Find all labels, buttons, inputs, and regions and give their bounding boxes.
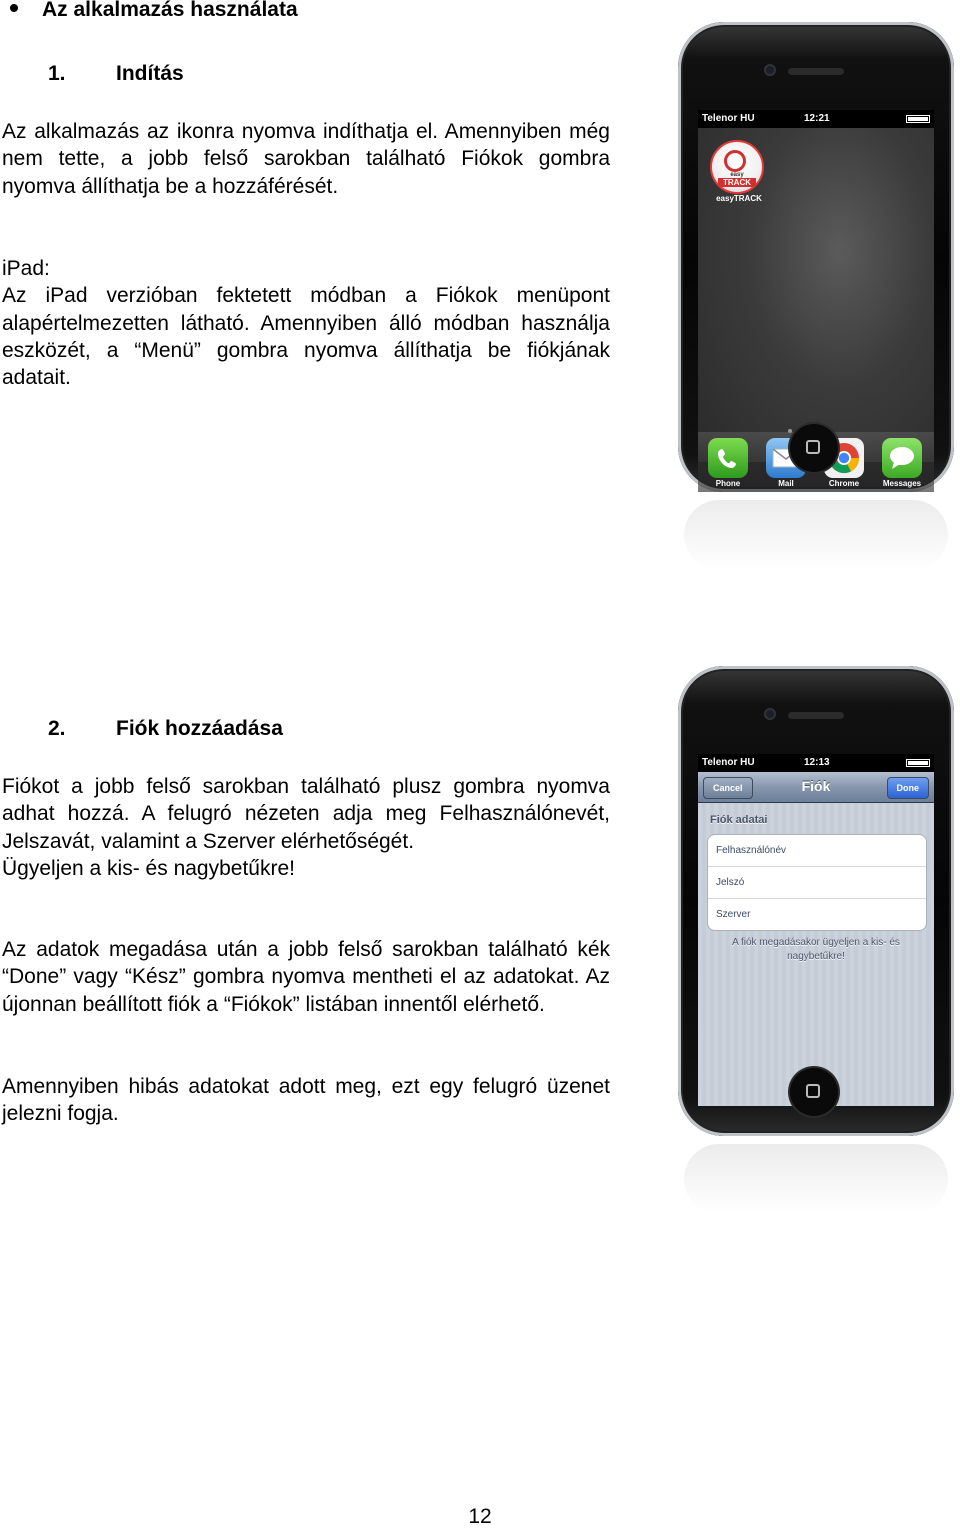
server-field[interactable]: Szerver <box>716 909 751 920</box>
section2-paragraph3 <box>2 1073 610 1128</box>
messages-icon <box>882 438 922 478</box>
phone-icon <box>708 438 748 478</box>
bullet-heading-text: Az alkalmazás használata <box>42 0 298 21</box>
section2-para1-text: Fiókot a jobb felső sarokban található plusz gombra nyomva adhat hozzá. A felugró nézeten adja meg Felhasználónevét, Jelszavát, valamint a Szerver elérhetőségét. <box>2 775 610 853</box>
section1-para1-text: Az alkalmazás az ikonra nyomva indíthatja el. Amennyiben még nem tette, a jobb felső sarokban található Fiókok gombra nyomva állíthatja be a hozzáférését. <box>2 120 610 198</box>
easytrack-app-icon[interactable] <box>710 140 764 194</box>
dock-label-messages: Messages <box>882 479 922 488</box>
status-bar <box>698 754 934 772</box>
section1-title: Indítás <box>116 62 184 85</box>
home-square-icon <box>806 1084 820 1098</box>
home-button[interactable] <box>790 424 838 472</box>
section2-paragraph1 <box>2 773 610 882</box>
globe-pin-icon <box>724 150 746 172</box>
form-hint-text: A fiók megadásakor ügyeljen a kis- és nagybetűkre! <box>732 937 900 962</box>
clock-label: 12:21 <box>804 113 830 124</box>
username-field[interactable]: Felhasználónév <box>708 835 926 867</box>
navigation-bar <box>698 772 934 803</box>
section1-paragraph2 <box>2 255 610 391</box>
section2-para2-text: Az adatok megadása után a jobb felső sarokban található kék “Done” vagy “Kész” gombra nyomva mentheti el az adatokat. Az újonnan beállított fiók a “Fiókok” listában innentől elérhető. <box>2 938 610 1016</box>
dock-item-phone[interactable] <box>704 438 752 488</box>
front-camera-icon <box>764 64 776 76</box>
battery-icon <box>906 759 930 767</box>
carrier-label: Telenor HU <box>702 757 755 768</box>
ipad-label: iPad: <box>2 257 50 280</box>
phone-reflection <box>684 500 948 570</box>
section2-paragraph2 <box>2 936 610 1018</box>
section1-para2-text: Az iPad verzióban fektetett módban a Fiókok menüpont alapértelmezetten látható. Amennyiben álló módban használja eszközét, a “Menü” gombra nyomva állíthatja be fiókjának adatait. <box>2 284 610 390</box>
status-bar <box>698 110 934 128</box>
section2-title: Fiók hozzáadása <box>116 717 283 740</box>
phone-reflection <box>684 1144 948 1214</box>
carrier-label: Telenor HU <box>702 113 755 124</box>
dock-label-chrome: Chrome <box>828 479 860 488</box>
bullet-icon <box>10 4 18 12</box>
app-icon-track-text: TRACK <box>718 178 756 187</box>
cancel-button[interactable]: Cancel <box>703 777 753 799</box>
app-label: easyTRACK <box>716 194 762 203</box>
dock-label-phone: Phone <box>715 479 741 488</box>
clock-label: 12:13 <box>804 757 830 768</box>
dock-item-messages[interactable] <box>878 438 926 488</box>
section2-number: 2. <box>48 717 66 740</box>
section2-warning-text: Ügyeljen a kis- és nagybetűkre! <box>2 856 295 880</box>
page-number: 12 <box>468 1505 492 1528</box>
account-form-screen <box>698 754 934 1106</box>
form-section-header: Fiók adatai <box>710 814 768 826</box>
password-field[interactable]: Jelszó <box>708 867 926 899</box>
account-form-group <box>707 834 927 931</box>
home-button[interactable] <box>790 1068 838 1116</box>
speaker-grille <box>788 68 844 75</box>
section2-para3-text: Amennyiben hibás adatokat adott meg, ezt egy felugró üzenet jelezni fogja. <box>2 1075 610 1126</box>
nav-title: Fiók <box>801 778 831 794</box>
home-square-icon <box>806 440 820 454</box>
home-screen <box>698 110 934 488</box>
speaker-grille <box>788 712 844 719</box>
battery-icon <box>906 115 930 123</box>
section1-number: 1. <box>48 62 66 85</box>
section-bullet-heading <box>10 0 298 22</box>
front-camera-icon <box>764 708 776 720</box>
iphone-home-screenshot <box>678 22 954 492</box>
iphone-account-form-screenshot <box>678 666 954 1136</box>
done-button[interactable]: Done <box>887 777 930 799</box>
app-icon-small-text: easy <box>730 172 744 178</box>
section1-paragraph1 <box>2 118 610 200</box>
dock-label-mail: Mail <box>778 479 794 488</box>
